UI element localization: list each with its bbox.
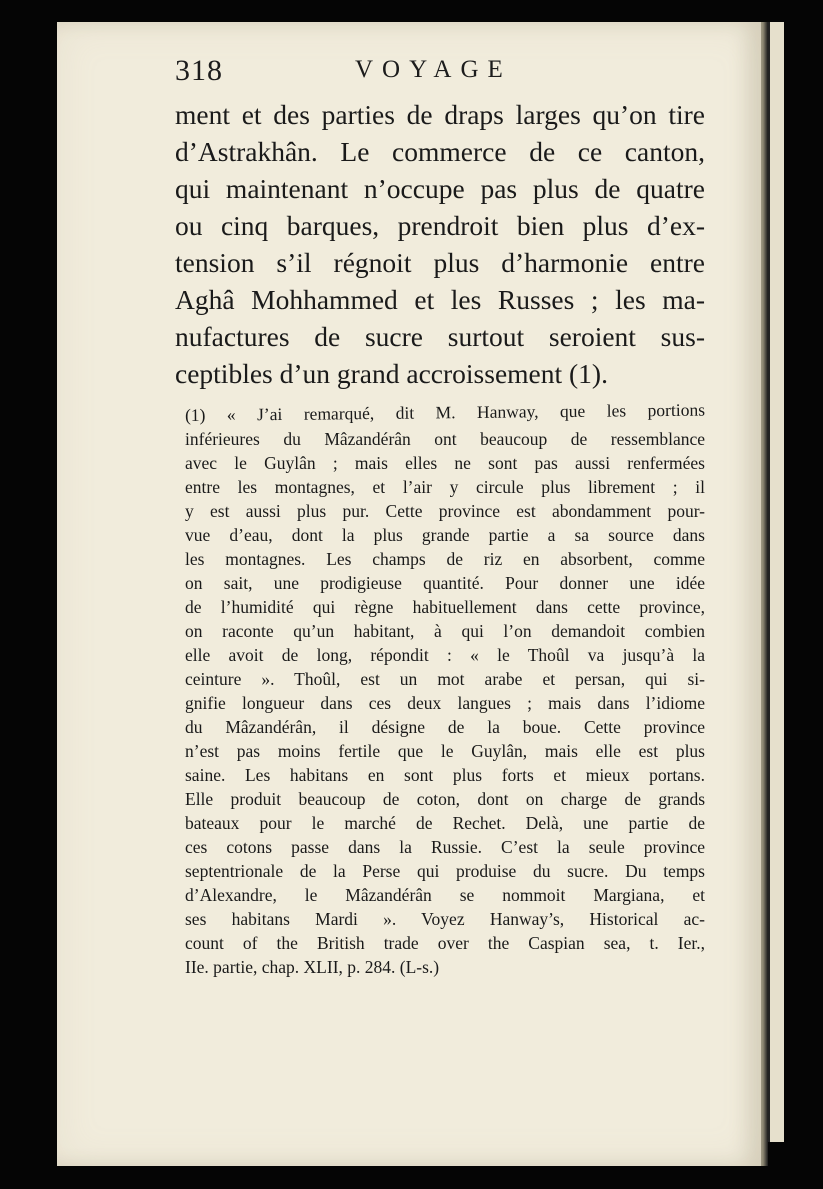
footnote-line: y est aussi plus pur. Cette province est abondamment pour-: [185, 501, 705, 521]
main-text-line: ceptibles d’un grand accroissement (1).: [175, 358, 608, 389]
footnote-line: de l’humidité qui règne habituellement dans cette province,: [185, 597, 705, 617]
main-text-line: d’Astrakhân. Le commerce de ce canton,: [175, 136, 705, 167]
main-text-line: ment et des parties de draps larges qu’on tire: [175, 99, 705, 130]
page-number: 318: [175, 54, 223, 87]
footnote-line: saine. Les habitans en sont plus forts et mieux portans.: [185, 765, 705, 785]
running-title: VOYAGE: [355, 56, 512, 83]
footnote-line: ses habitans Mardi ». Voyez Hanway’s, Historical ac-: [185, 909, 705, 929]
page-header: [175, 54, 695, 94]
footnote-line: d’Alexandre, le Mâzandérân se nommoit Margiana, et: [185, 885, 705, 905]
main-text-line: tension s’il régnoit plus d’harmonie entre: [175, 247, 705, 278]
footnote-line: les montagnes. Les champs de riz en absorbent, comme: [185, 549, 705, 569]
footnote-line: avec le Guylân ; mais elles ne sont pas aussi renfermées: [185, 453, 705, 473]
footnote-line: Elle produit beaucoup de coton, dont on charge de grands: [185, 789, 705, 809]
footnote-line: on sait, une prodigieuse quantité. Pour donner une idée: [185, 573, 705, 593]
footnote-line: ces cotons passe dans la Russie. C’est la seule province: [185, 837, 705, 857]
footnote-line: septentrionale de la Perse qui produise du sucre. Du temps: [185, 861, 705, 881]
footnote-line: du Mâzandérân, il désigne de la boue. Cette province: [185, 717, 705, 737]
facing-page-edge: [768, 22, 784, 1142]
main-text-line: ou cinq barques, prendroit bien plus d’ex-: [175, 210, 705, 241]
footnote-line: elle avoit de long, répondit : « le Thoûl va jusqu’à la: [185, 645, 705, 665]
footnote-line: gnifie longueur dans ces deux langues ; mais dans l’idiome: [185, 693, 705, 713]
footnote-line: on raconte qu’un habitant, à qui l’on demandoit combien: [185, 621, 705, 641]
footnote-line: (1) « J’ai remarqué, dit M. Hanway, que les portions: [184, 399, 706, 425]
main-text-line: Aghâ Mohhammed et les Russes ; les ma-: [175, 284, 705, 315]
main-text: [175, 96, 705, 392]
footnote-line: bateaux pour le marché de Rechet. Delà, une partie de: [185, 813, 705, 833]
main-text-line: qui maintenant n’occupe pas plus de quatre: [175, 173, 705, 204]
footnote-line: vue d’eau, dont la plus grande partie a sa source dans: [185, 525, 705, 545]
footnote-line: IIe. partie, chap. XLII, p. 284. (L-s.): [185, 957, 440, 977]
footnote-line: entre les montagnes, et l’air y circule plus librement ; il: [185, 477, 705, 497]
main-text-line: nufactures de sucre surtout seroient sus-: [175, 321, 705, 352]
footnote-line: inférieures du Mâzandérân ont beaucoup de ressemblance: [185, 429, 705, 449]
footnote-line: ceinture ». Thoûl, est un mot arabe et persan, qui si-: [185, 669, 705, 689]
footnote: [184, 399, 706, 979]
footnote-line: n’est pas moins fertile que le Guylân, mais elle est plus: [185, 741, 705, 761]
footnote-line: count of the British trade over the Caspian sea, t. Ier.,: [185, 933, 705, 953]
